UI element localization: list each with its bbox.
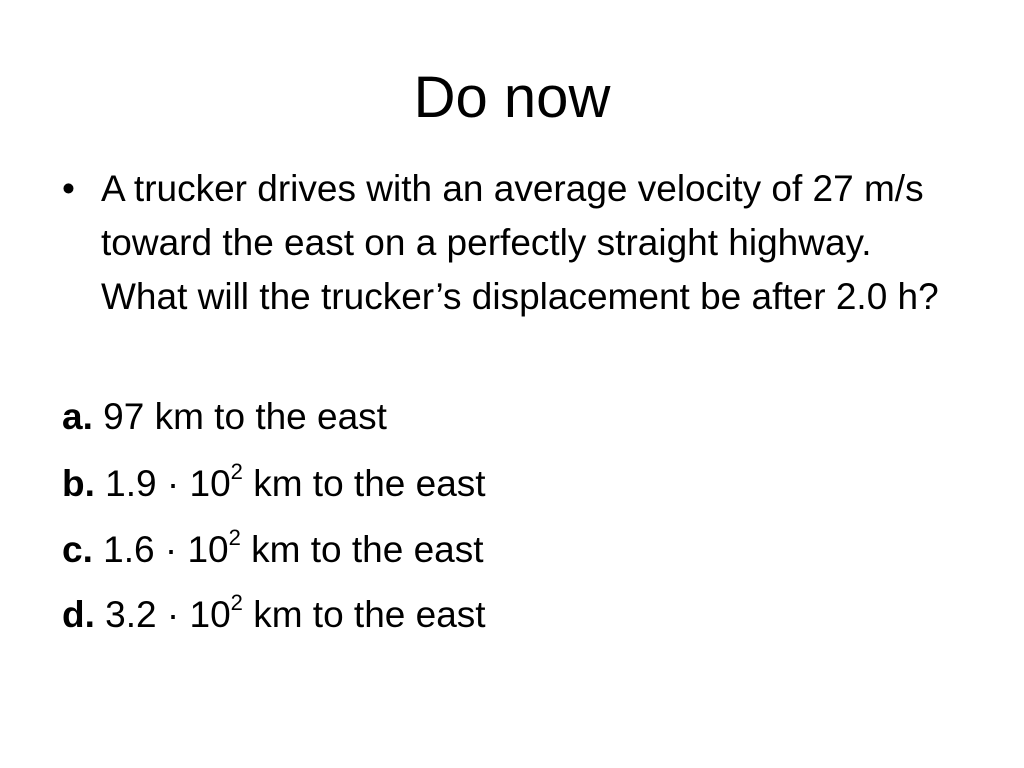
bullet-icon: •	[62, 168, 75, 209]
option-exponent: 2	[230, 589, 243, 615]
answer-option-b	[62, 457, 486, 511]
option-unit: km to the east	[253, 463, 486, 504]
option-base: 10	[187, 529, 229, 570]
slide-title: Do now	[413, 65, 611, 130]
multiply-dot: ·	[166, 594, 180, 635]
answer-option-d	[62, 588, 486, 642]
option-letter: b.	[62, 463, 95, 504]
option-exponent: 2	[230, 458, 243, 484]
option-letter: a.	[62, 396, 93, 437]
option-base: 10	[189, 594, 231, 635]
option-mantissa: 1.6	[103, 529, 155, 570]
option-mantissa: 3.2	[105, 594, 157, 635]
answer-option-c	[62, 523, 484, 577]
option-base: 10	[189, 463, 231, 504]
option-unit: km to the east	[253, 594, 486, 635]
multiply-dot: ·	[166, 463, 180, 504]
question-text: A trucker drives with an average velocity of 27 m/s toward the east on a perfectly straight highway. What will the trucker’s displacement be after 2.0 h?	[101, 168, 939, 317]
option-text: 97 km to the east	[103, 396, 387, 437]
answer-option-a	[62, 390, 387, 444]
option-letter: c.	[62, 529, 93, 570]
option-mantissa: 1.9	[105, 463, 157, 504]
option-exponent: 2	[228, 524, 241, 550]
option-unit: km to the east	[251, 529, 484, 570]
multiply-dot: ·	[164, 529, 178, 570]
option-letter: d.	[62, 594, 95, 635]
